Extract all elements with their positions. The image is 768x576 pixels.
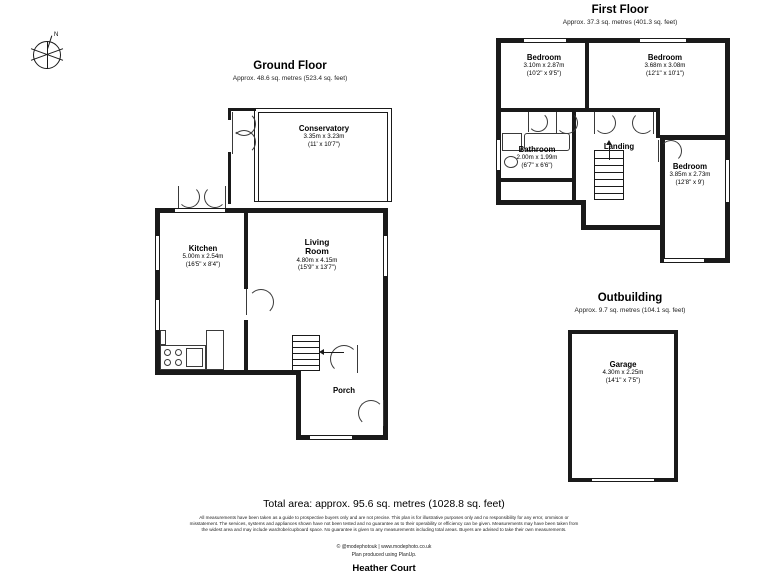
kitchen-window-top — [175, 208, 225, 213]
bathroom-bottom-partition — [501, 178, 572, 182]
kitchen-door-leaf-2 — [225, 186, 226, 208]
conservatory-door-leaf-2 — [232, 130, 233, 154]
bedroom3-door-leaf — [658, 140, 659, 162]
copyright-text: © @modephotouk | www.modephoto.co.uk — [336, 544, 432, 550]
bedroom2-door-leaf-2 — [653, 112, 654, 134]
kitchen-unit — [160, 330, 166, 345]
plan-produced-text: Plan produced using PlanUp. — [351, 552, 417, 558]
porch-window-bottom — [310, 435, 352, 440]
kitchen-living-partition-upper — [244, 213, 248, 289]
room-porch — [316, 386, 372, 395]
kitchen-living-door-leaf — [246, 289, 247, 315]
room-bathroom — [500, 145, 574, 170]
garage-wall-top — [568, 330, 678, 334]
living-room-dim-m: 4.80m x 4.15m — [296, 256, 338, 264]
bedroom3-dim-m: 3.85m x 2.73m — [669, 171, 711, 179]
kitchen-hob-ring-4 — [175, 359, 182, 366]
bedroom2-door-arc — [594, 112, 616, 134]
conservatory-dim-m: 3.35m x 3.23m — [303, 133, 345, 141]
stairs-direction-arrow — [319, 349, 324, 355]
kitchen-door-arc-1 — [178, 186, 200, 208]
bedroom1-door-leaf — [556, 112, 557, 134]
kitchen-window-left — [155, 236, 160, 270]
bedroom1-name: Bedroom — [526, 53, 562, 62]
room-garage — [582, 360, 664, 385]
plan-title: Heather Court — [352, 563, 416, 574]
bedroom-partition-vertical — [585, 43, 589, 111]
conservatory-door-arc-2 — [232, 130, 256, 154]
bedroom2-door-arc-2 — [632, 112, 654, 134]
ground-wall-right — [383, 208, 388, 375]
bathroom-dim-m: 2.00m x 1.99m — [516, 154, 558, 162]
outbuilding-title: Outbuilding — [597, 292, 663, 304]
garage-dim-m: 4.30m x 2.25m — [602, 369, 644, 377]
kitchen-window-left-2 — [155, 300, 160, 330]
living-room-dim-ft: (15'9" x 13'7") — [297, 264, 337, 272]
first-floor-window-bottom — [664, 258, 704, 263]
bedroom2-dim-m: 3.68m x 3.08m — [644, 62, 686, 70]
garage-name: Garage — [609, 360, 637, 369]
room-landing — [583, 142, 655, 151]
room-kitchen — [166, 244, 240, 269]
kitchen-door-arc-2 — [204, 186, 226, 208]
conservatory-dim-ft: (11' x 10'7") — [308, 141, 340, 148]
compass-north-label: N — [54, 32, 59, 38]
living-room-window-right — [383, 236, 388, 276]
disclaimer-line-2: misstatement. The services, systems and appliances shown have not been tested and no guarantee as to their operability or efficiency can be given. Measurements may have been taken from — [189, 521, 579, 526]
kitchen-hob-ring-2 — [175, 349, 182, 356]
garage-wall-right — [674, 330, 678, 482]
bathroom-door-leaf — [528, 112, 529, 132]
room-bedroom3 — [650, 162, 730, 187]
living-room-name: Living — [304, 237, 330, 247]
bedroom1-dim-m: 3.10m x 2.87m — [523, 62, 565, 70]
garage-door-opening — [592, 478, 654, 482]
first-floor-title: First Floor — [591, 4, 649, 16]
ground-floor-subtitle: Approx. 48.6 sq. metres (523.4 sq. feet) — [232, 75, 348, 82]
porch-name: Porch — [332, 386, 356, 395]
kitchen-appliance — [206, 330, 224, 370]
bedroom1-window — [524, 38, 566, 43]
bathroom-dim-ft: (6'7" x 6'6") — [521, 162, 553, 169]
conservatory-wall-stub-bottom — [228, 152, 231, 204]
kitchen-living-door-arc — [248, 289, 274, 315]
garage-wall-left — [568, 330, 572, 482]
bedroom2-window — [640, 38, 686, 43]
conservatory-wall-connector — [228, 108, 256, 111]
stairs-direction-line — [324, 352, 344, 353]
bedroom3-dim-ft: (12'8" x 9') — [675, 179, 705, 186]
bedroom2-bottom-partition — [589, 108, 660, 112]
bedroom1-dim-ft: (10'2" x 9'5") — [526, 70, 562, 77]
room-conservatory — [268, 124, 380, 149]
room-living — [278, 238, 356, 272]
conservatory-name: Conservatory — [298, 124, 350, 133]
bedroom1-door-arc — [556, 112, 578, 134]
first-wall-lower-mid-bottom — [581, 225, 665, 230]
bedroom2-dim-ft: (12'1" x 10'1") — [645, 70, 685, 77]
front-door-leaf — [383, 400, 384, 426]
kitchen-sink — [186, 348, 203, 367]
bedroom3-door-arc — [660, 140, 682, 162]
ground-wall-bottom-left — [155, 370, 301, 375]
landing-name: Landing — [603, 142, 635, 151]
bathroom-name: Bathroom — [518, 145, 556, 154]
first-floor-subtitle: Approx. 37.3 sq. metres (401.3 sq. feet) — [562, 19, 678, 26]
kitchen-hob-ring-3 — [164, 359, 171, 366]
first-wall-right-upper — [725, 38, 730, 138]
porch-door-leaf — [357, 345, 358, 373]
bedroom2-door-leaf — [594, 112, 595, 134]
ground-floor-title: Ground Floor — [253, 60, 327, 72]
landing-right-partition — [656, 108, 660, 138]
compass-icon — [26, 32, 72, 78]
bedroom2-name: Bedroom — [647, 53, 683, 62]
garage-dim-ft: (14'1" x 7'5") — [605, 377, 641, 384]
kitchen-door-leaf-1 — [178, 186, 179, 208]
disclaimer-line-3: the widest area and may include wardrobe/cupboard space. No guarantee is given to any measurements including total areas. Buyers are advised to take their own measurements. — [201, 527, 567, 532]
living-room-name2: Room — [305, 246, 329, 257]
kitchen-name: Kitchen — [188, 244, 218, 253]
total-area-text: Total area: approx. 95.6 sq. metres (1028.8 sq. feet) — [263, 498, 505, 510]
room-bedroom1 — [504, 53, 584, 78]
porch-wall-left — [296, 370, 301, 440]
kitchen-living-partition-lower — [244, 320, 248, 375]
bedroom3-name: Bedroom — [672, 162, 708, 171]
room-bedroom2 — [625, 53, 705, 78]
porch-door-arc — [330, 345, 358, 373]
kitchen-dim-m: 5.00m x 2.54m — [182, 253, 224, 261]
ground-stairs — [292, 335, 320, 371]
kitchen-dim-ft: (16'5" x 8'4") — [185, 261, 221, 268]
outbuilding-subtitle: Approx. 9.7 sq. metres (104.1 sq. feet) — [574, 307, 686, 314]
disclaimer-line-1: All measurements have been taken as a guide to prospective buyers only and are not precise. This plan is for illustrative purposes only and no responsibility for any error, ommison or — [199, 515, 569, 520]
bathroom-door-arc — [528, 112, 548, 132]
front-door-arc — [358, 400, 384, 426]
kitchen-hob-ring-1 — [164, 349, 171, 356]
